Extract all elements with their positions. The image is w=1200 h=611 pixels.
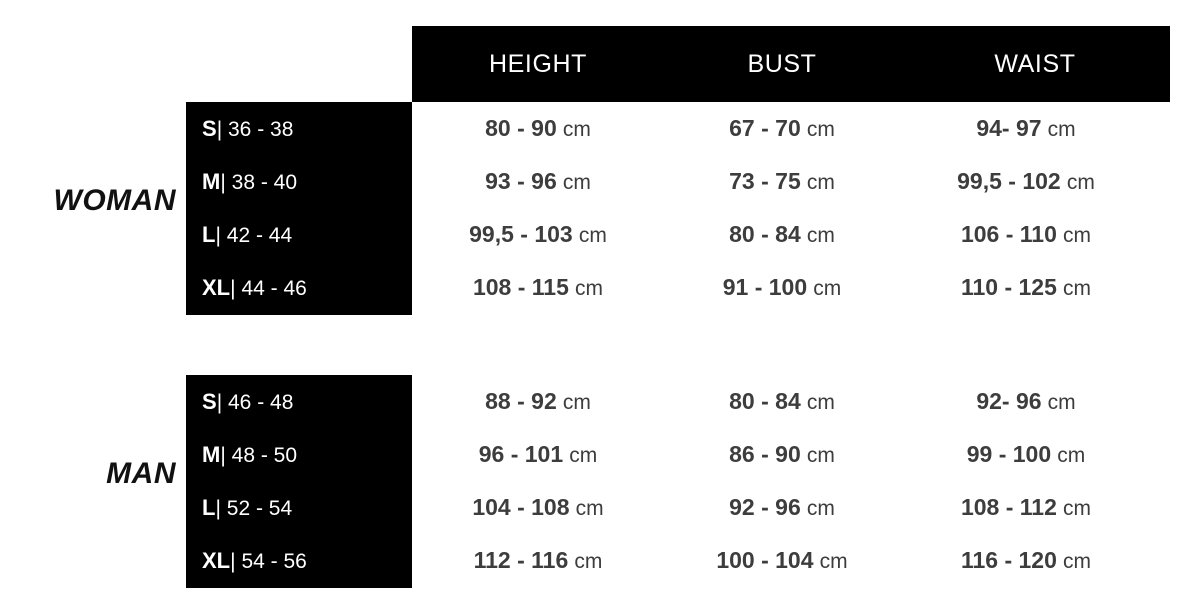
row-size-label xyxy=(186,534,412,587)
size-range: 42 - 44 xyxy=(226,224,293,247)
cell-bust-value: 91 - 100 xyxy=(722,274,808,300)
cell-bust xyxy=(664,208,900,261)
size-range: 38 - 40 xyxy=(231,171,298,194)
cell-height-value: 93 - 96 xyxy=(485,168,557,194)
table-row xyxy=(0,261,1200,314)
cell-waist-unit: cm xyxy=(1066,171,1095,194)
size-range: 48 - 50 xyxy=(231,444,298,467)
size-separator: | xyxy=(220,171,226,194)
size-code: S xyxy=(202,116,217,141)
cell-bust-unit: cm xyxy=(806,224,835,247)
row-size-label xyxy=(186,208,412,261)
cell-bust xyxy=(664,155,900,208)
cell-waist-unit: cm xyxy=(1047,118,1076,141)
cell-height-unit: cm xyxy=(562,171,591,194)
cell-bust-unit: cm xyxy=(806,444,835,467)
row-size-label xyxy=(186,428,412,481)
cell-bust xyxy=(664,534,900,587)
group-label-woman: WOMAN xyxy=(53,184,176,217)
row-size-label xyxy=(186,102,412,155)
cell-waist-value: 94- 97 xyxy=(976,115,1042,141)
cell-waist-unit: cm xyxy=(1063,224,1092,247)
size-range: 52 - 54 xyxy=(226,497,293,520)
cell-height-unit: cm xyxy=(569,444,598,467)
cell-waist xyxy=(900,375,1152,428)
cell-height xyxy=(412,208,664,261)
cell-waist xyxy=(900,208,1152,261)
size-code: L xyxy=(202,222,216,247)
cell-height xyxy=(412,375,664,428)
cell-waist-value: 116 - 120 xyxy=(960,547,1057,573)
cell-height-value: 104 - 108 xyxy=(472,494,570,520)
cell-height xyxy=(412,428,664,481)
cell-bust xyxy=(664,102,900,155)
table-row xyxy=(0,208,1200,261)
row-size-label xyxy=(186,375,412,428)
cell-waist-unit: cm xyxy=(1063,550,1092,573)
cell-height-value: 88 - 92 xyxy=(485,388,557,414)
row-size-label xyxy=(186,155,412,208)
cell-bust-unit: cm xyxy=(806,171,835,194)
cell-bust-value: 67 - 70 xyxy=(729,115,801,141)
cell-height-value: 80 - 90 xyxy=(485,115,557,141)
size-range: 46 - 48 xyxy=(228,391,294,414)
size-code: M xyxy=(202,169,221,194)
cell-height-unit: cm xyxy=(575,497,604,520)
cell-waist xyxy=(900,534,1152,587)
cell-waist-value: 110 - 125 xyxy=(960,274,1057,300)
table-row xyxy=(0,375,1200,428)
cell-waist-value: 99,5 - 102 xyxy=(957,168,1061,194)
cell-height-value: 112 - 116 xyxy=(473,547,569,573)
cell-waist-value: 92- 96 xyxy=(976,388,1042,414)
cell-waist-unit: cm xyxy=(1047,391,1076,414)
cell-height-value: 99,5 - 103 xyxy=(469,221,573,247)
cell-height xyxy=(412,102,664,155)
cell-bust xyxy=(664,428,900,481)
cell-height-value: 108 - 115 xyxy=(472,274,569,300)
cell-bust-unit: cm xyxy=(806,118,835,141)
cell-waist xyxy=(900,481,1152,534)
size-separator: | xyxy=(215,224,221,247)
cell-bust-value: 86 - 90 xyxy=(729,441,801,467)
size-code: L xyxy=(202,495,216,520)
cell-waist xyxy=(900,261,1152,314)
cell-bust-value: 80 - 84 xyxy=(729,388,801,414)
cell-bust-value: 80 - 84 xyxy=(729,221,801,247)
table-row xyxy=(0,534,1200,587)
cell-height xyxy=(412,261,664,314)
cell-waist-unit: cm xyxy=(1063,277,1092,300)
size-separator: | xyxy=(216,391,223,414)
group-label-man: MAN xyxy=(106,457,176,490)
cell-waist-value: 106 - 110 xyxy=(960,221,1057,247)
cell-bust-unit: cm xyxy=(806,497,835,520)
cell-waist xyxy=(900,428,1152,481)
cell-height-unit: cm xyxy=(562,391,591,414)
cell-waist xyxy=(900,155,1152,208)
cell-bust-value: 92 - 96 xyxy=(729,494,801,520)
table-row xyxy=(0,102,1200,155)
column-header-waist: WAIST xyxy=(994,50,1076,78)
cell-waist-unit: cm xyxy=(1057,444,1086,467)
cell-waist xyxy=(900,102,1152,155)
size-range: 36 - 38 xyxy=(228,118,294,141)
size-code: S xyxy=(202,389,217,414)
cell-height-unit: cm xyxy=(575,277,604,300)
table-row xyxy=(0,428,1200,481)
cell-bust xyxy=(664,481,900,534)
cell-height xyxy=(412,481,664,534)
row-size-label xyxy=(186,261,412,314)
column-header-bust: BUST xyxy=(747,50,817,78)
cell-bust-unit: cm xyxy=(806,391,835,414)
cell-bust-unit: cm xyxy=(813,277,842,300)
size-range: 54 - 56 xyxy=(241,550,307,573)
size-separator: | xyxy=(230,277,236,300)
size-separator: | xyxy=(216,118,223,141)
size-separator: | xyxy=(220,444,226,467)
cell-waist-value: 108 - 112 xyxy=(960,494,1057,520)
cell-bust-value: 100 - 104 xyxy=(716,547,814,573)
size-separator: | xyxy=(230,550,236,573)
size-code: M xyxy=(202,442,221,467)
cell-bust xyxy=(664,375,900,428)
cell-height xyxy=(412,155,664,208)
cell-height-unit: cm xyxy=(574,550,603,573)
row-size-label xyxy=(186,481,412,534)
size-code: XL xyxy=(202,548,231,573)
size-range: 44 - 46 xyxy=(241,277,307,300)
cell-bust xyxy=(664,261,900,314)
cell-waist-unit: cm xyxy=(1063,497,1092,520)
cell-bust-value: 73 - 75 xyxy=(729,168,801,194)
table-row xyxy=(0,155,1200,208)
size-separator: | xyxy=(215,497,221,520)
cell-waist-value: 99 - 100 xyxy=(966,441,1052,467)
cell-height-unit: cm xyxy=(562,118,591,141)
column-header-height: HEIGHT xyxy=(488,50,588,78)
cell-height xyxy=(412,534,664,587)
table-row xyxy=(0,481,1200,534)
cell-bust-unit: cm xyxy=(819,550,848,573)
cell-height-value: 96 - 101 xyxy=(478,441,564,467)
size-code: XL xyxy=(202,275,231,300)
cell-height-unit: cm xyxy=(578,224,607,247)
